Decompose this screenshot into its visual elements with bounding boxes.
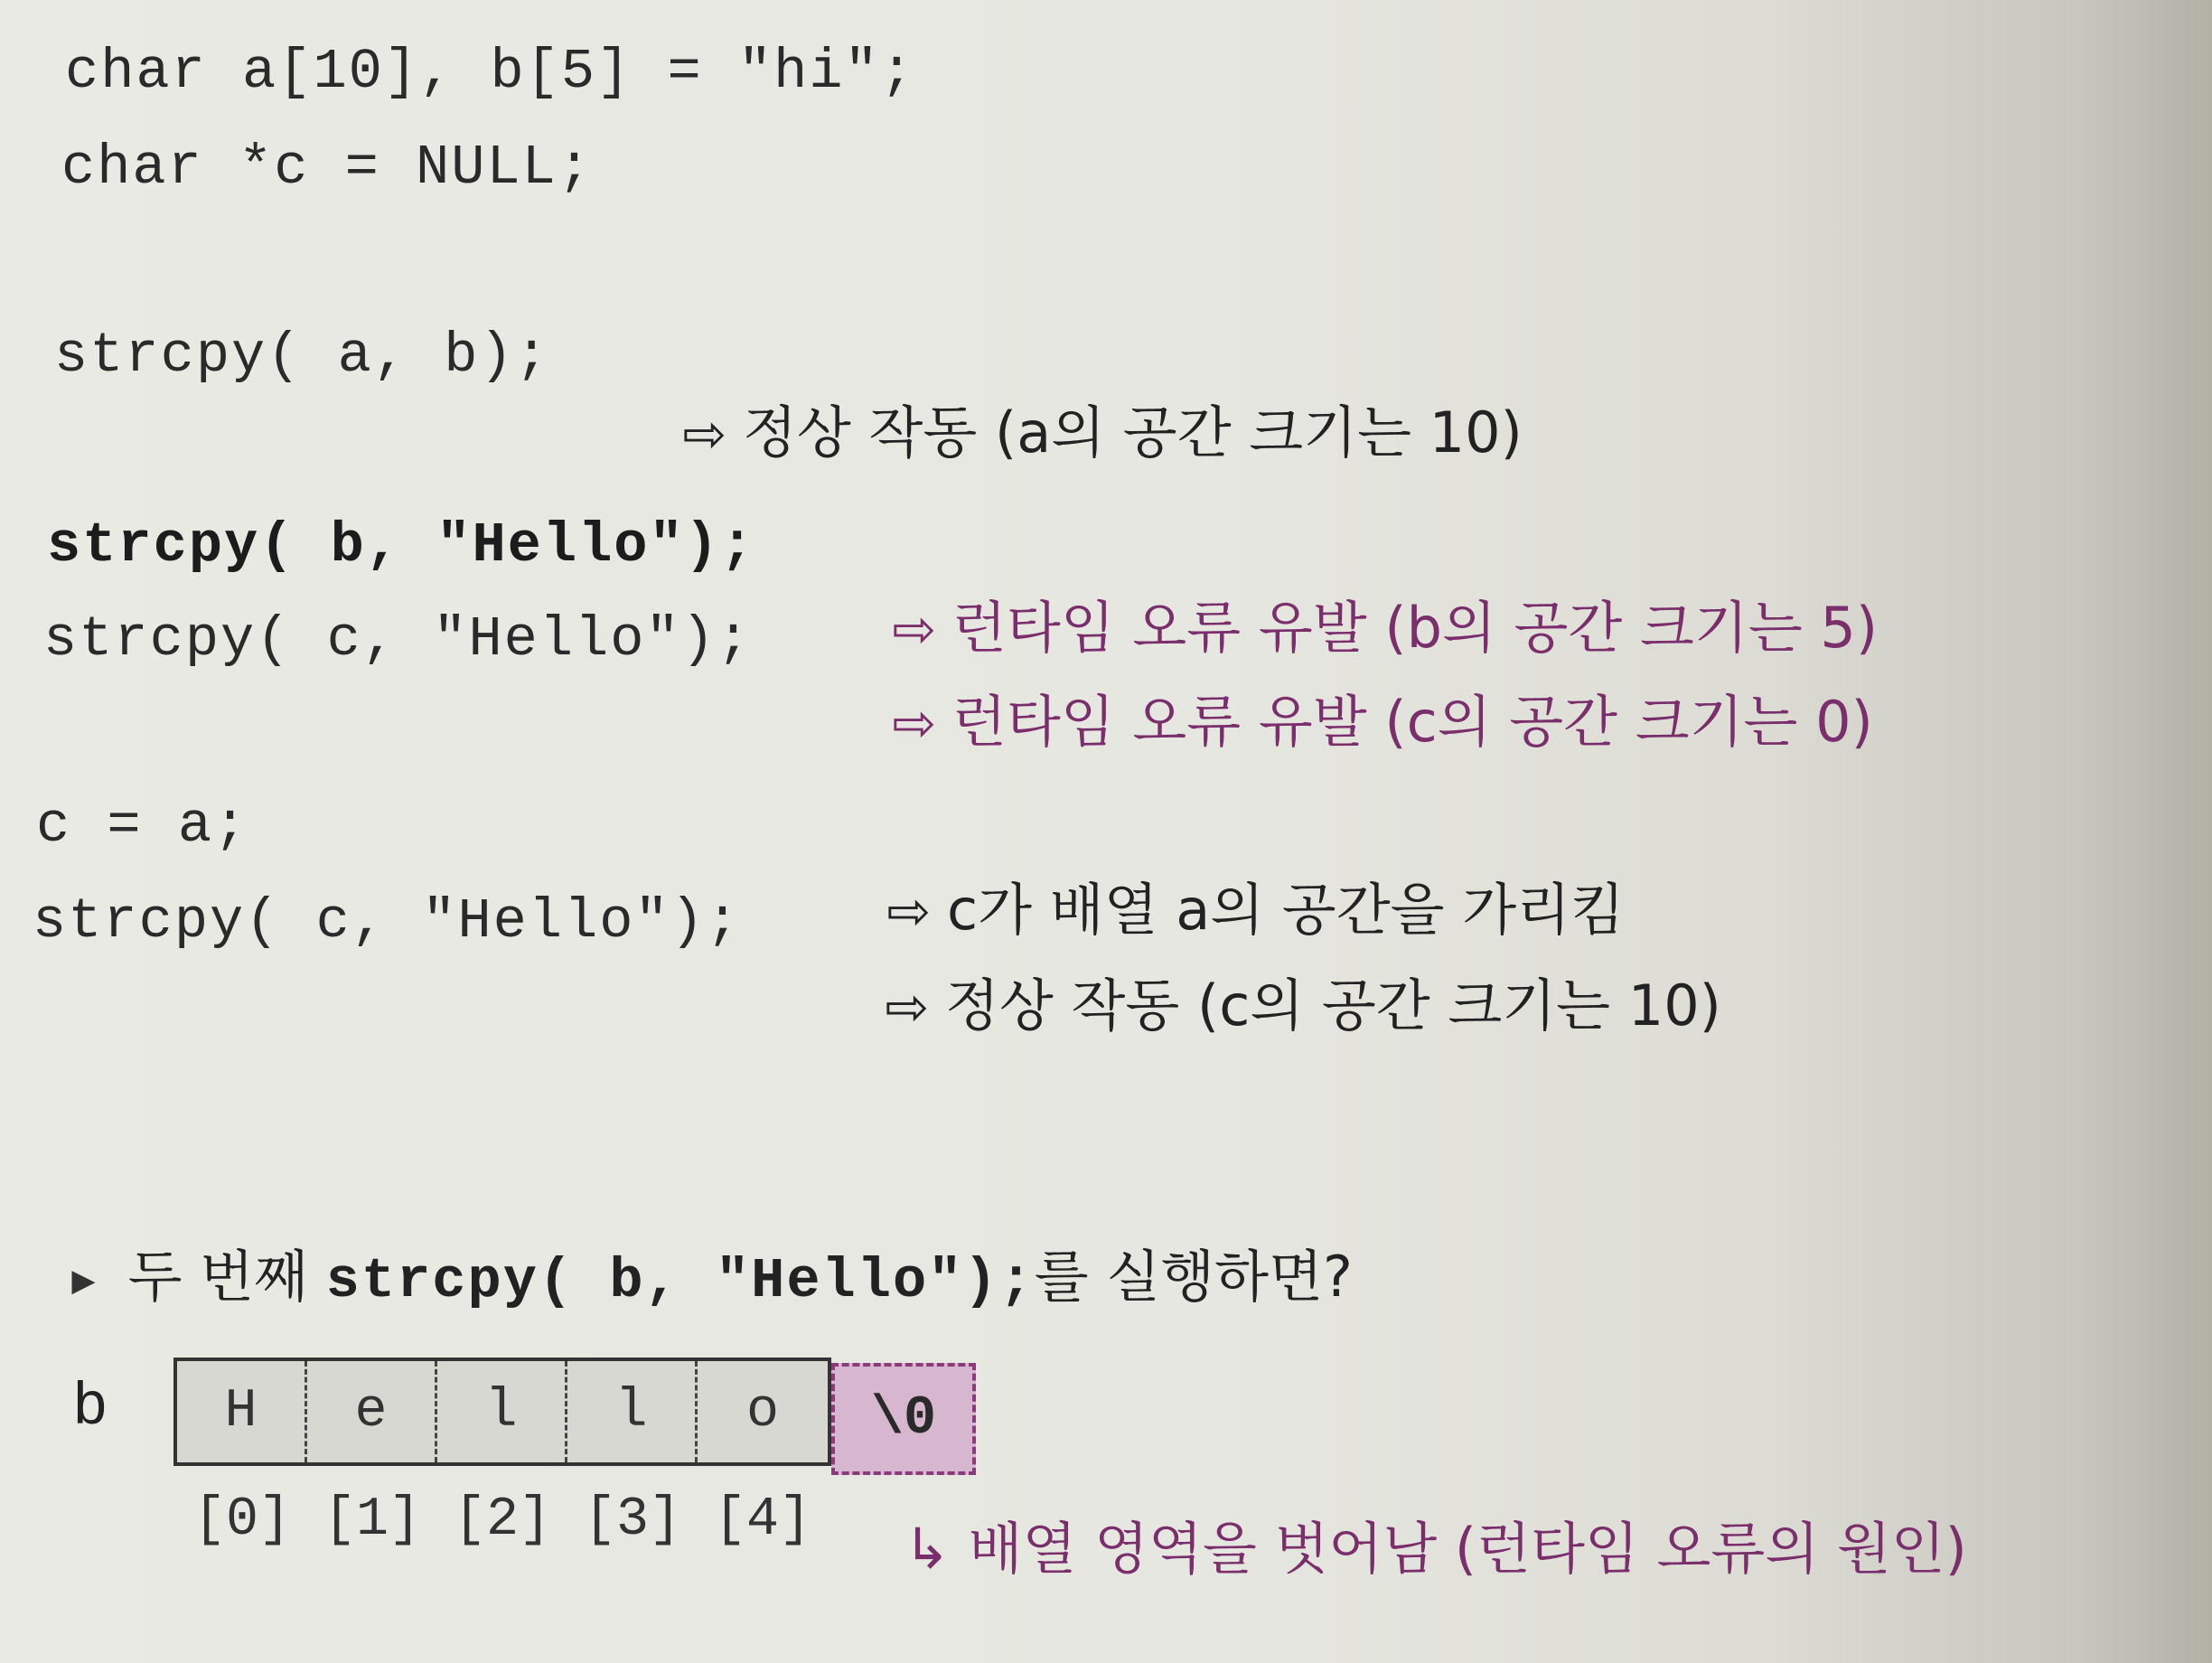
note-text: 정상 작동 (a의 공간 크기는 10) [743, 399, 1523, 465]
array-cell: e [307, 1361, 437, 1462]
note-text: 런타임 오류 유발 (c의 공간 크기는 0) [952, 689, 1873, 755]
code-line-1: char a[10], b[5] = "hi"; [65, 40, 915, 104]
array-label: b [72, 1374, 108, 1442]
array-index: [4] [713, 1489, 812, 1551]
bullet-icon: ▶ [71, 1262, 96, 1299]
note-line-5 [857, 611, 1873, 757]
note-text: c가 배열 a의 공간을 가리킴 [947, 877, 1625, 943]
question-suffix: 를 실행하면? [1034, 1244, 1353, 1310]
array-cell: o [745, 1381, 779, 1442]
code-line-7: strcpy( c, "Hello"); [33, 889, 742, 954]
question-code: strcpy( b, "Hello"); [325, 1249, 1035, 1313]
array-index: [3] [583, 1489, 682, 1551]
note-text: 정상 작동 (c의 공간 크기는 10) [945, 972, 1721, 1038]
question-prefix: 두 번째 [127, 1244, 326, 1310]
note-line-7 [849, 895, 1721, 1041]
array-b [173, 1358, 831, 1466]
array-index: [1] [323, 1489, 422, 1551]
array-cell: l [567, 1361, 698, 1462]
overflow-null-cell: \0 [831, 1363, 976, 1475]
array-index: [0] [192, 1489, 292, 1551]
note-text: 런타임 오류 유발 (b의 공간 크기는 5) [952, 595, 1879, 661]
array-cell: H [177, 1361, 307, 1462]
question-line [36, 1166, 1353, 1313]
code-line-3: strcpy( a, b); [54, 324, 550, 388]
overflow-caption: ↳ 배열 영역을 벗어남 (런타임 오류의 원인) [904, 1516, 1967, 1582]
code-line-5: strcpy( c, "Hello"); [43, 607, 753, 672]
array-index: [2] [453, 1489, 552, 1551]
arrow-icon: ⇨ [886, 880, 932, 942]
arrow-icon: ⇨ [682, 403, 727, 465]
note-line-3 [647, 322, 1523, 468]
array-cell: l [437, 1361, 567, 1462]
code-line-4: strcpy( b, "Hello"); [47, 513, 756, 578]
code-line-2: char *c = NULL; [61, 136, 594, 200]
arrow-icon: ⇨ [892, 692, 937, 754]
arrow-icon: ⇨ [885, 976, 930, 1038]
arrow-icon: ⇨ [892, 598, 937, 660]
code-line-6: c = a; [36, 794, 249, 858]
